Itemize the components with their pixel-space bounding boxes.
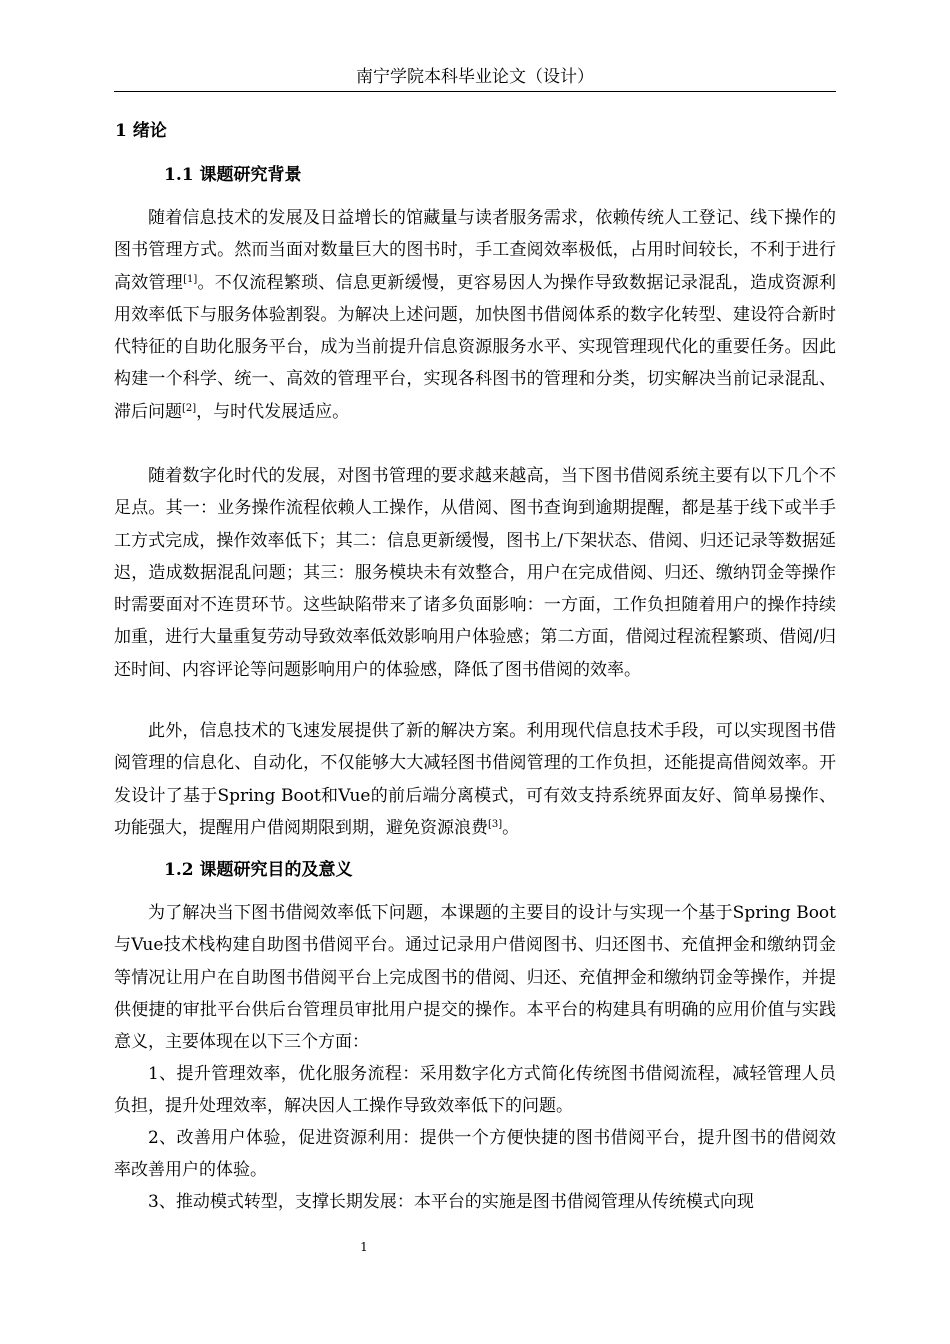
paragraph-text: 此外，信息技术的飞速发展提供了新的解决方案。利用现代信息技术手段，可以实现图书借阅管理的信息化、自动化，不仅能够大大减轻图书借阅管理的工作负担，还能提高借阅效率。开发设计了基于Spring Boot和Vue的前后端分离模式，可有效支持系统界面友好、简单易操作、功能强大，提醒用户借阅期限到期，避免资源浪费: [114, 721, 836, 838]
page-number: 1: [360, 1240, 368, 1254]
paragraph-background-1: [114, 202, 836, 428]
chapter-title: 1 绪论: [115, 121, 167, 141]
citation-ref: [3]: [488, 818, 503, 830]
paragraph-text: ，与时代发展适应。: [196, 401, 350, 422]
list-item-3: 3、推动模式转型，支撑长期发展：本平台的实施是图书借阅管理从传统模式向现: [148, 1192, 754, 1212]
header-divider: [114, 91, 836, 92]
paragraph-background-3: [114, 715, 836, 844]
paragraph-purpose: 为了解决当下图书借阅效率低下问题，本课题的主要目的设计与实现一个基于Spring Boot与Vue技术栈构建自助图书借阅平台。通过记录用户借阅图书、归还图书、充值押金和缴纳罚金等情况让用户在自助图书借阅平台上完成图书的借阅、归还、充值押金和缴纳罚金等操作，并提供便捷的审批平台供后台管理员审批用户提交的操作。本平台的构建具有明确的应用价值与实践意义，主要体现在以下三个方面：: [114, 903, 836, 1053]
list-item-2: 2、改善用户体验，促进资源利用：提供一个方便快捷的图书借阅平台，提升图书的借阅效率改善用户的体验。: [114, 1128, 836, 1181]
page-header-title: 南宁学院本科毕业论文（设计）: [356, 67, 594, 87]
section-heading-1-1: 1.1 课题研究背景: [164, 165, 302, 185]
paragraph-background-2: 随着数字化时代的发展，对图书管理的要求越来越高，当下图书借阅系统主要有以下几个不足点。其一：业务操作流程依赖人工操作，从借阅、图书查询到逾期提醒，都是基于线下或半手工方式完成，操作效率低下；其二：信息更新缓慢，图书上/下架状态、借阅、归还记录等数据延迟，造成数据混乱问题；其三：服务模块未有效整合，用户在完成借阅、归还、缴纳罚金等操作时需要面对不连贯环节。这些缺陷带来了诸多负面影响：一方面，工作负担随着用户的操作持续加重，进行大量重复劳动导致效率低效影响用户体验感；第二方面，借阅过程流程繁琐、借阅/归还时间、内容评论等问题影响用户的体验感，降低了图书借阅的效率。: [114, 466, 836, 680]
citation-ref: [2]: [182, 402, 197, 414]
paragraph-text: 。: [502, 817, 520, 838]
list-item-1: 1、提升管理效率，优化服务流程：采用数字化方式简化传统图书借阅流程，减轻管理人员负担，提升处理效率，解决因人工操作导致效率低下的问题。: [114, 1064, 836, 1117]
paragraph-text: 。不仅流程繁琐、信息更新缓慢，更容易因人为操作导致数据记录混乱，造成资源利用效率低下与服务体验割裂。为解决上述问题，加快图书借阅体系的数字化转型、建设符合新时代特征的自助化服务平台，成为当前提升信息资源服务水平、实现管理现代化的重要任务。因此构建一个科学、统一、高效的管理平台，实现各科图书的管理和分类，切实解决当前记录混乱、滞后问题: [114, 272, 837, 422]
paragraph-text: 随着信息技术的发展及日益增长的馆藏量与读者服务需求，依赖传统人工登记、线下操作的图书管理方式。然而当面对数量巨大的图书时，手工查阅效率极低，占用时间较长，不利于进行高效管理: [114, 208, 836, 293]
section-heading-1-2: 1.2 课题研究目的及意义: [164, 860, 353, 880]
citation-ref: [1]: [183, 273, 198, 285]
